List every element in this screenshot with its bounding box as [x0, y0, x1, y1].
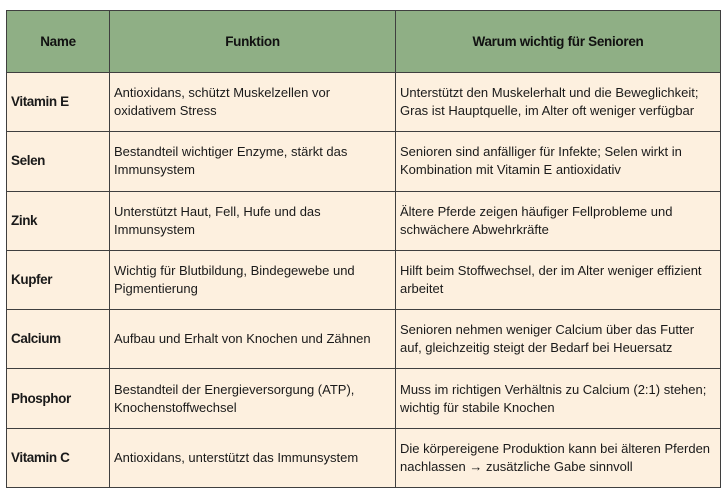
table-header-row — [7, 11, 721, 73]
nutrient-table — [6, 10, 721, 488]
nutrient-name: Kupfer — [7, 250, 110, 309]
table-row — [7, 132, 721, 191]
nutrient-function: Antioxidans, unterstützt das Immunsystem — [110, 428, 396, 487]
table-row — [7, 250, 721, 309]
nutrient-function: Wichtig für Blutbildung, Bindegewebe und Pigmentierung — [110, 250, 396, 309]
nutrient-function: Aufbau und Erhalt von Knochen und Zähnen — [110, 310, 396, 369]
nutrient-function: Unterstützt Haut, Fell, Hufe und das Immunsystem — [110, 191, 396, 250]
nutrient-name: Zink — [7, 191, 110, 250]
nutrient-function: Bestandteil der Energieversorgung (ATP), Knochenstoffwechsel — [110, 369, 396, 428]
header-name: Name — [7, 11, 110, 73]
header-why-important: Warum wichtig für Senioren — [396, 11, 721, 73]
nutrient-senior-reason: Muss im richtigen Verhältnis zu Calcium (2:1) stehen; wichtig für stabile Knochen — [396, 369, 721, 428]
table-row — [7, 191, 721, 250]
nutrient-senior-reason: Senioren sind anfälliger für Infekte; Selen wirkt in Kombination mit Vitamin E antioxidativ — [396, 132, 721, 191]
nutrient-name: Vitamin E — [7, 73, 110, 132]
nutrient-function: Antioxidans, schützt Muskelzellen vor oxidativem Stress — [110, 73, 396, 132]
nutrient-name: Selen — [7, 132, 110, 191]
nutrient-senior-reason: Senioren nehmen weniger Calcium über das Futter auf, gleichzeitig steigt der Bedarf bei Heuersatz — [396, 310, 721, 369]
table-row — [7, 428, 721, 487]
nutrient-senior-reason: Hilft beim Stoffwechsel, der im Alter weniger effizient arbeitet — [396, 250, 721, 309]
table-row — [7, 369, 721, 428]
nutrient-senior-reason: Die körpereigene Produktion kann bei älteren Pferden nachlassen → zusätzliche Gabe sinnvoll — [396, 428, 721, 487]
nutrient-name: Vitamin C — [7, 428, 110, 487]
table-row — [7, 310, 721, 369]
nutrient-senior-reason: Unterstützt den Muskelerhalt und die Beweglichkeit; Gras ist Hauptquelle, im Alter oft weniger verfügbar — [396, 73, 721, 132]
nutrient-name: Calcium — [7, 310, 110, 369]
header-function: Funktion — [110, 11, 396, 73]
nutrient-senior-reason: Ältere Pferde zeigen häufiger Fellprobleme und schwächere Abwehrkräfte — [396, 191, 721, 250]
table-row — [7, 73, 721, 132]
nutrient-function: Bestandteil wichtiger Enzyme, stärkt das Immunsystem — [110, 132, 396, 191]
nutrient-name: Phosphor — [7, 369, 110, 428]
